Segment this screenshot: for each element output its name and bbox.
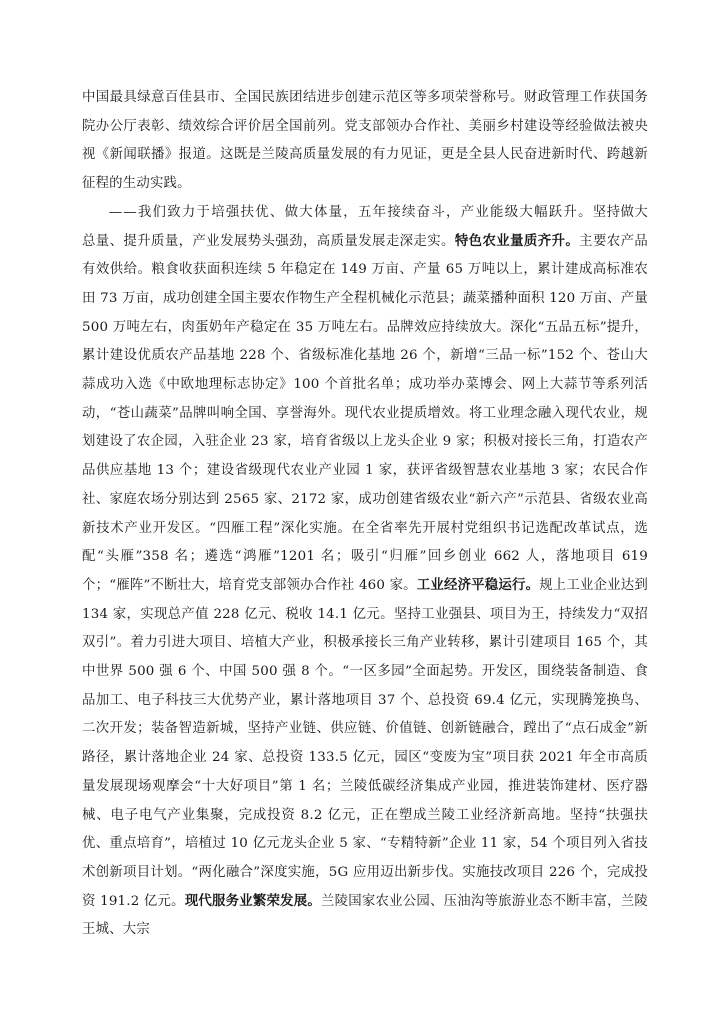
- heading-services: 现代服务业繁荣发展。: [184, 893, 322, 909]
- services-text: 兰陵国家农业公园、压油沟等旅游业态不断丰富，兰陵王城、大宗: [82, 893, 648, 938]
- agriculture-text: 主要农产品有效供给。粮食收获面积连续 5 年稳定在 149 万亩、产量 65 万吨以上，累计建成高标准农田 73 万亩，成功创建全国主要农作物生产全程机械化示范县；蔬菜播种面积 120 万亩、产量 500 万吨左右，肉蛋奶年产稳定在 35 万吨左右。品牌效应持续放大。深化“五品五标”提升，累计建设优质农产品基地 228 个、省级标准化基地 26 个，新增“三品一标”152 个、苍山大蒜成功入选《中欧地理标志协定》100 个首批名单；成功举办菜博会、网上大蒜节等系列活动，“苍山蔬菜”品牌叫响全国、享誉海外。现代农业提质增效。将工业理念融入现代农业，规划建设了农企园，入驻企业 23 家，培育省级以上龙头企业 9 家；积极对接长三角，打造农产品供应基地 13 个；建设省级现代农业产业园 1 家，获评省级智慧农业基地 3 家；农民合作社、家庭农场分别达到 2565 家、2172 家，成功创建省级农业“新六产”示范县、省级农业高新技术产业开发区。“四雁工程”深化实施。在全省率先开展村党组织书记选配改革试点，选配“头雁”358 名；遴选“鸿雁”1201 名；吸引“归雁”回乡创业 662 人，落地项目 619 个；“雁阵”不断壮大，培育党支部领办合作社 460 家。: [82, 233, 649, 593]
- intro-text: 坚持做大总量、提升质量，产业发展势头强劲，高质量发展走深走实。: [82, 204, 648, 249]
- industry-text: 规上工业企业达到 134 家，实现总产值 228 亿元、税收 14.1 亿元。坚持工业强县、项目为王，持续发力“双招双引”。着力引进大项目、培植大产业，积极承接长三角产业转移，累计引建项目 165 个，其中世界 500 强 6 个、中国 500 强 8 个。“一区多园”全面起势。开发区，围绕装备制造、食品加工、电子科技三大优势产业，累计落地项目 37 个、总投资 69.4 亿元，实现腾笼换鸟、二次开发；装备智造新城，坚持产业链、供应链、价值链、创新链融合，蹚出了“点石成金”新路径，累计落地企业 24 家、总投资 133.5 亿元，园区“变废为宝”项目获 2021 年全市高质量发展现场观摩会“十大好项目”第 1 名；兰陵低碳经济集成产业园，推进装饰建材、医疗器械、电子电气产业集聚，完成投资 8.2 亿元，正在塑成兰陵工业经济新高地。坚持“扶强扶优、重点培育”，培植过 10 亿元龙头企业 5 家、“专精特新”企业 11 家，54 个项目列入省技术创新项目计划。“两化融合”深度实施，5G 应用迈出新步伐。实施技改项目 226 个，完成投资 191.2 亿元。: [82, 577, 648, 909]
- paragraph-industry: [82, 199, 648, 945]
- heading-industry: 工业经济平稳运行。: [416, 577, 540, 593]
- section-lead: ——我们致力于培强扶优、做大体量，五年接续奋斗，产业能级大幅跃升。: [108, 204, 593, 220]
- paragraph-honors: 中国最具绿意百佳县市、全国民族团结进步创建示范区等多项荣誉称号。财政管理工作获国务院办公厅表彰、绩效综合评价居全国前列。党支部领办合作社、美丽乡村建设等经验做法被央视《新闻联播》报道。这既是兰陵高质量发展的有力见证，更是全县人民奋进新时代、跨越新征程的生动实践。: [82, 90, 648, 192]
- heading-agriculture: 特色农业量质齐升。: [454, 233, 580, 249]
- document-page: [82, 84, 648, 945]
